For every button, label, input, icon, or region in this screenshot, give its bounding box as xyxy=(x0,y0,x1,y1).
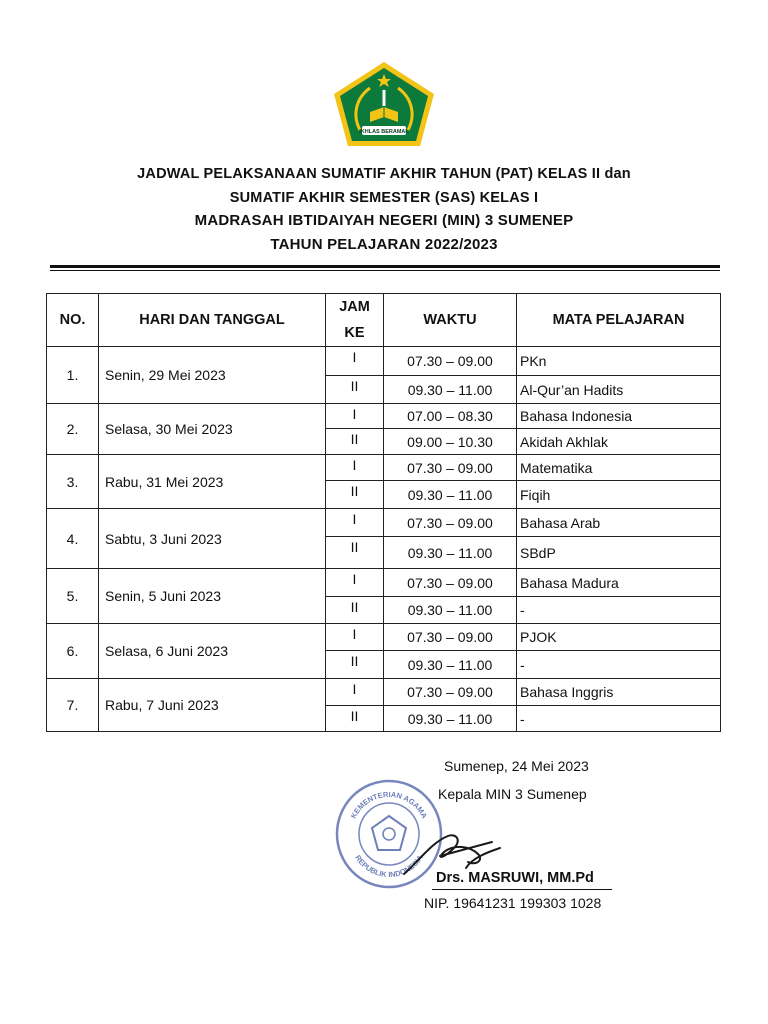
row-day: Senin, 29 Mei 2023 xyxy=(99,347,326,404)
session-jam: I xyxy=(326,347,384,376)
session-subject: PKn xyxy=(517,347,721,376)
row-day: Senin, 5 Juni 2023 xyxy=(99,569,326,624)
session-subject: Fiqih xyxy=(517,481,721,509)
stamp-text-top: KEMENTERIAN AGAMA xyxy=(348,789,430,820)
row-number: 5. xyxy=(47,569,99,624)
table-row xyxy=(47,455,721,481)
session-time: 09.30 – 11.00 xyxy=(384,597,517,624)
signatory-name: Drs. MASRUWI, MM.Pd xyxy=(436,870,594,886)
session-time: 09.30 – 11.00 xyxy=(384,651,517,679)
session-jam: I xyxy=(326,569,384,597)
session-jam: I xyxy=(326,455,384,481)
col-header-time: WAKTU xyxy=(384,294,517,347)
row-day: Selasa, 6 Juni 2023 xyxy=(99,624,326,679)
session-time: 07.00 – 08.30 xyxy=(384,404,517,429)
session-jam: I xyxy=(326,404,384,429)
session-jam: I xyxy=(326,679,384,706)
row-day: Rabu, 7 Juni 2023 xyxy=(99,679,326,732)
schedule-table xyxy=(46,293,721,732)
session-jam: II xyxy=(326,376,384,404)
title-line-1: JADWAL PELAKSANAAN SUMATIF AKHIR TAHUN (PAT) KELAS II dan xyxy=(137,166,631,182)
signatory-nip: NIP. 19641231 199303 1028 xyxy=(424,895,602,911)
session-jam: II xyxy=(326,597,384,624)
session-time: 09.30 – 11.00 xyxy=(384,481,517,509)
session-subject: Akidah Akhlak xyxy=(517,429,721,455)
table-row xyxy=(47,569,721,597)
row-number: 7. xyxy=(47,679,99,732)
row-number: 2. xyxy=(47,404,99,455)
row-number: 3. xyxy=(47,455,99,509)
session-subject: PJOK xyxy=(517,624,721,651)
session-subject: Bahasa Inggris xyxy=(517,679,721,706)
table-header-row xyxy=(47,294,721,347)
signatory-role: Kepala MIN 3 Sumenep xyxy=(438,786,587,802)
school-name: MADRASAH IBTIDAIYAH NEGERI (MIN) 3 SUMENEP xyxy=(194,212,574,229)
header-rule-thick xyxy=(50,265,720,268)
session-jam: II xyxy=(326,651,384,679)
row-day: Sabtu, 3 Juni 2023 xyxy=(99,509,326,569)
logo-emblem-text: IKHLAS BERAMAL xyxy=(359,129,409,135)
session-subject: Al-Qur’an Hadits xyxy=(517,376,721,404)
session-time: 09.30 – 11.00 xyxy=(384,376,517,404)
session-subject: - xyxy=(517,597,721,624)
session-jam: II xyxy=(326,537,384,569)
session-subject: Matematika xyxy=(517,455,721,481)
session-time: 07.30 – 09.00 xyxy=(384,455,517,481)
row-day: Selasa, 30 Mei 2023 xyxy=(99,404,326,455)
session-subject: Bahasa Arab xyxy=(517,509,721,537)
kemenag-logo xyxy=(330,60,438,148)
session-time: 07.30 – 09.00 xyxy=(384,347,517,376)
table-row xyxy=(47,347,721,376)
col-header-jam-line1: JAM xyxy=(339,299,370,315)
col-header-no: NO. xyxy=(47,294,99,347)
session-subject: SBdP xyxy=(517,537,721,569)
academic-year: TAHUN PELAJARAN 2022/2023 xyxy=(270,236,498,253)
col-header-jam-line2: KE xyxy=(344,325,365,341)
session-time: 07.30 – 09.00 xyxy=(384,624,517,651)
session-jam: I xyxy=(326,509,384,537)
session-time: 07.30 – 09.00 xyxy=(384,569,517,597)
session-time: 07.30 – 09.00 xyxy=(384,509,517,537)
col-header-jam xyxy=(326,294,384,347)
session-subject: - xyxy=(517,706,721,732)
row-number: 4. xyxy=(47,509,99,569)
row-number: 6. xyxy=(47,624,99,679)
col-header-subject: MATA PELAJARAN xyxy=(517,294,721,347)
stamp-text-bottom: REPUBLIK INDONESIA xyxy=(353,853,425,880)
session-subject: Bahasa Indonesia xyxy=(517,404,721,429)
header-rule-thin xyxy=(50,270,720,271)
signatory-underline xyxy=(432,889,612,890)
row-number: 1. xyxy=(47,347,99,404)
session-time: 09.30 – 11.00 xyxy=(384,706,517,732)
table-row xyxy=(47,624,721,651)
session-jam: II xyxy=(326,706,384,732)
session-time: 09.30 – 11.00 xyxy=(384,537,517,569)
row-day: Rabu, 31 Mei 2023 xyxy=(99,455,326,509)
session-time: 09.00 – 10.30 xyxy=(384,429,517,455)
col-header-day: HARI DAN TANGGAL xyxy=(99,294,326,347)
session-jam: I xyxy=(326,624,384,651)
session-subject: - xyxy=(517,651,721,679)
table-row xyxy=(47,509,721,537)
table-row xyxy=(47,679,721,706)
session-subject: Bahasa Madura xyxy=(517,569,721,597)
table-row xyxy=(47,404,721,429)
session-jam: II xyxy=(326,481,384,509)
place-date: Sumenep, 24 Mei 2023 xyxy=(444,758,589,774)
title-line-2: SUMATIF AKHIR SEMESTER (SAS) KELAS I xyxy=(229,190,539,206)
session-time: 07.30 – 09.00 xyxy=(384,679,517,706)
session-jam: II xyxy=(326,429,384,455)
